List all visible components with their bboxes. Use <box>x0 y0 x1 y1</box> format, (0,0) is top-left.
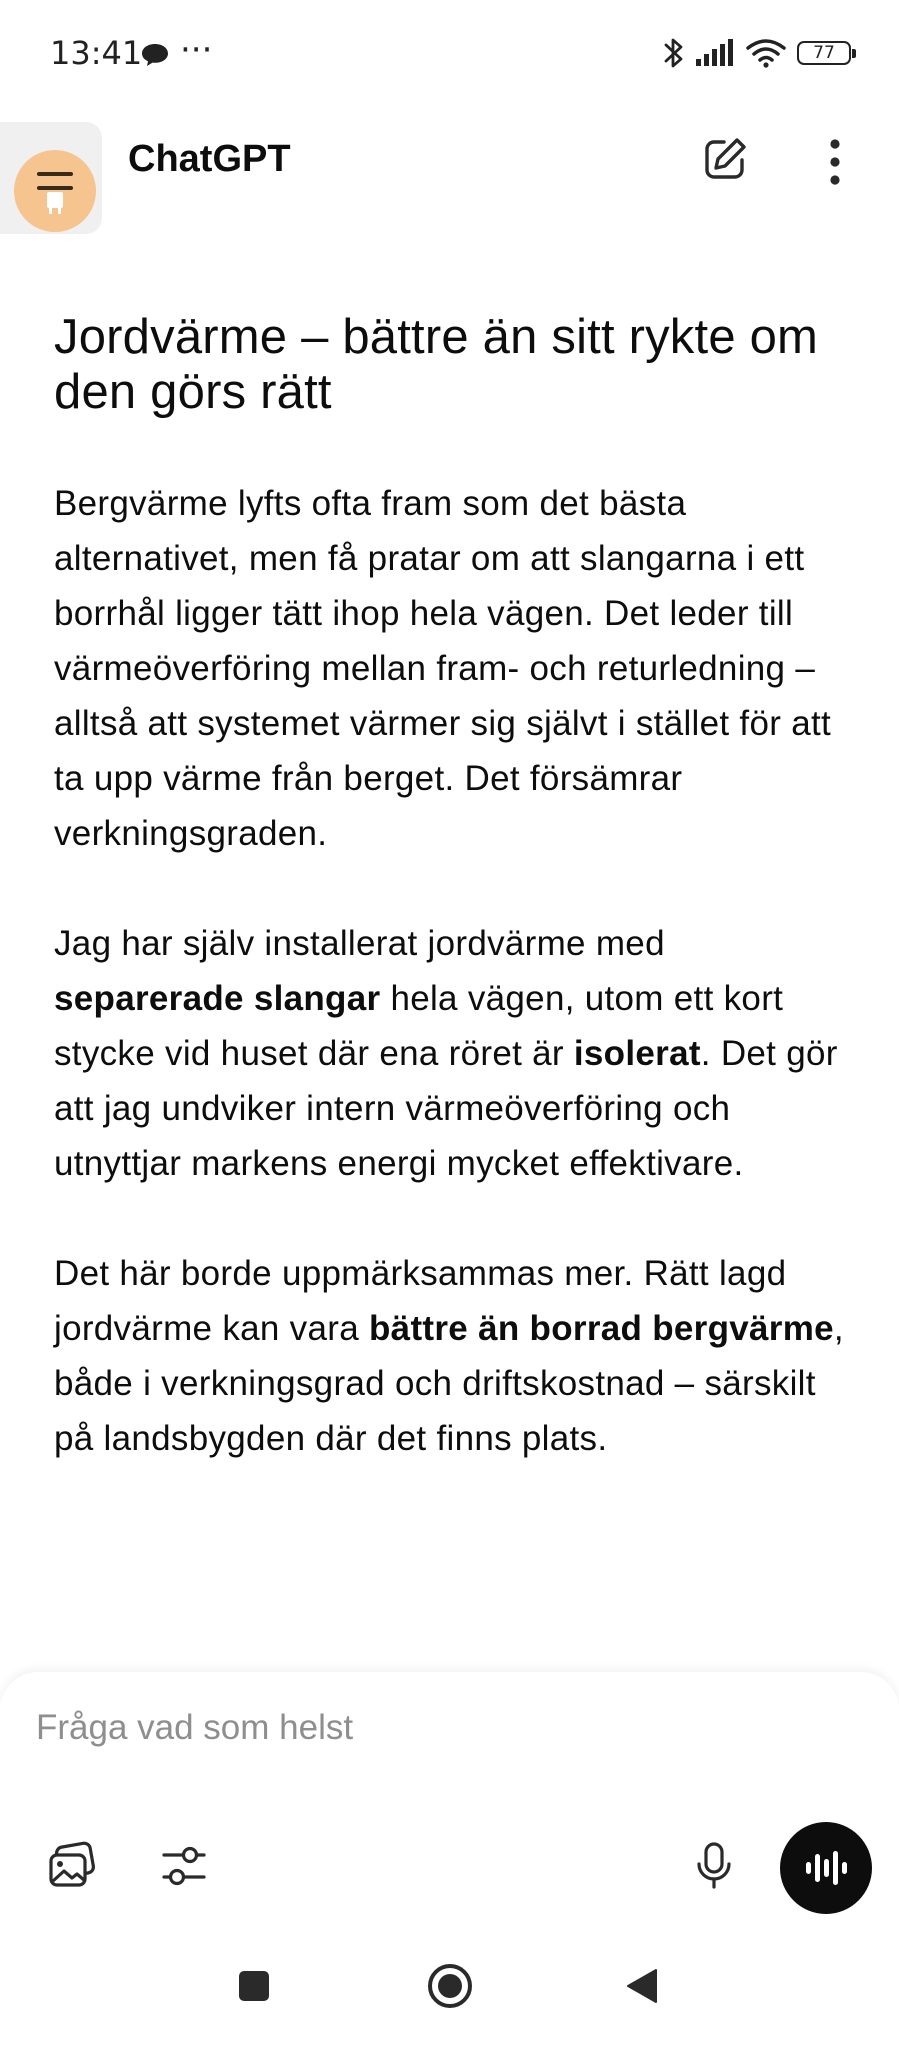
home-button[interactable] <box>420 1956 480 2016</box>
paragraph-3-bold-1: bättre än borrad bergvärme <box>369 1309 834 1348</box>
paragraph-2-text-1: Jag har själv installerat jordvärme med <box>54 924 665 963</box>
prompt-input[interactable] <box>36 1708 836 1748</box>
paragraph-3 <box>54 1246 854 1466</box>
more-options-button[interactable] <box>810 134 860 190</box>
home-circle-icon <box>426 1962 474 2010</box>
voice-mode-icon <box>804 1848 848 1888</box>
status-indicators <box>663 36 851 70</box>
voice-mode-button[interactable] <box>780 1822 872 1914</box>
paragraph-2-text-3: . Det gör att jag undviker intern värmeöverföring och utnyttjar markens energi mycket effektivare. <box>54 1034 838 1183</box>
recents-button[interactable] <box>224 1956 284 2016</box>
paragraph-2-text-2: hela vägen, utom ett kort stycke vid huset där ena röret är <box>54 979 784 1073</box>
battery-level: 77 <box>813 43 835 63</box>
dictate-button[interactable] <box>682 1834 746 1898</box>
recents-square-icon <box>237 1969 271 2003</box>
app-header <box>0 110 899 250</box>
status-overflow: ··· <box>180 30 213 70</box>
message-icon <box>140 42 170 68</box>
tools-sliders-icon <box>160 1843 208 1889</box>
add-image-button[interactable] <box>40 1834 104 1898</box>
status-time: 13:41 <box>50 34 143 72</box>
new-chat-button[interactable] <box>700 134 750 184</box>
paragraph-2 <box>54 916 854 1191</box>
new-chat-icon <box>702 136 748 182</box>
battery-icon <box>797 41 851 65</box>
avatar[interactable] <box>14 150 96 232</box>
back-button[interactable] <box>612 1956 672 2016</box>
menu-icon <box>33 166 77 216</box>
system-nav-bar <box>0 1932 899 2048</box>
paragraph-3-text-1: Det här borde uppmärksammas mer. Rätt lagd jordvärme kan vara <box>54 1254 787 1348</box>
menu-button[interactable] <box>0 122 102 234</box>
message-heading: Jordvärme – bättre än sitt rykte om den görs rätt <box>54 310 819 419</box>
microphone-icon <box>694 1841 734 1891</box>
paragraph-3-text-2: , både i verkningsgrad och driftskostnad – särskilt på landsbygden där det finns plats. <box>54 1309 844 1458</box>
tools-button[interactable] <box>152 1834 216 1898</box>
assistant-message <box>54 310 854 1466</box>
wifi-icon <box>745 38 787 68</box>
back-triangle-icon <box>624 1966 660 2006</box>
signal-icon <box>695 39 735 67</box>
bluetooth-icon <box>663 36 685 70</box>
status-bar <box>0 0 899 110</box>
paragraph-2-bold-2: isolerat <box>573 1034 701 1073</box>
paragraph-2-bold-1: separerade slangar <box>54 979 381 1018</box>
image-icon <box>46 1841 98 1891</box>
app-title: ChatGPT <box>128 138 291 180</box>
more-vertical-icon <box>829 138 841 186</box>
paragraph-1: Bergvärme lyfts ofta fram som det bästa alternativet, men få pratar om att slangarna i ett borrhål ligger tätt ihop hela vägen. Det leder till värmeöverföring mellan fram- och returledning – alltså att systemet värmer sig självt i stället för att ta upp värme från berget. Det försämrar verkningsgraden. <box>54 484 832 853</box>
composer <box>0 1672 899 1932</box>
